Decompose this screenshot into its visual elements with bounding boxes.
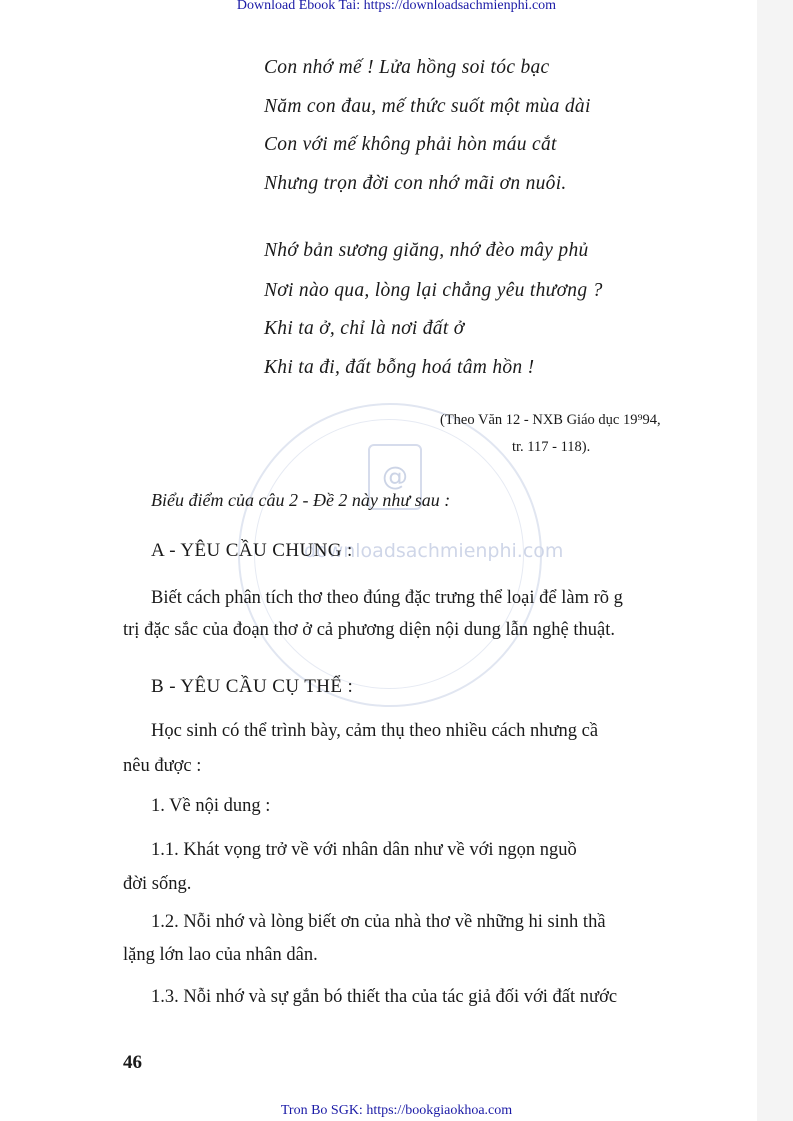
watermark-text: downloadsachmienphi.com (304, 540, 564, 562)
section-heading-b: B - YÊU CẦU CỤ THỂ : (151, 676, 354, 697)
paragraph-line: trị đặc sắc của đoạn thơ ở cả phương diện nội dung lẫn nghệ thuật. (123, 620, 615, 640)
download-link[interactable]: Download Ebook Tai: https://downloadsachmienphi.com (236, 0, 557, 13)
sgk-link[interactable]: Tron Bo SGK: https://bookgiaokhoa.com (280, 1103, 513, 1118)
poem-source: (Theo Văn 12 - NXB Giáo dục 19⁹94, (440, 412, 661, 428)
list-item: 1.2. Nỗi nhớ và lòng biết ơn của nhà thơ về những hi sinh thầ (151, 912, 606, 932)
poem-line: Năm con đau, mế thức suốt một mùa dài (264, 96, 591, 117)
paragraph-line: Học sinh có thể trình bày, cảm thụ theo nhiều cách nhưng cầ (151, 721, 599, 741)
paragraph-line: Biết cách phân tích thơ theo đúng đặc trưng thể loại để làm rõ g (151, 588, 623, 608)
poem-line: Nơi nào qua, lòng lại chẳng yêu thương ? (264, 280, 603, 301)
poem-line: Nhưng trọn đời con nhớ mãi ơn nuôi. (264, 173, 567, 194)
list-item-continuation: lặng lớn lao của nhân dân. (123, 945, 318, 965)
section-heading-a: A - YÊU CẦU CHUNG : (151, 540, 353, 561)
list-item: 1.1. Khát vọng trở về với nhân dân như về với ngọn nguồ (151, 840, 577, 860)
book-at-icon: @ (368, 444, 422, 510)
list-item: 1. Về nội dung : (151, 796, 271, 816)
poem-line: Con với mế không phải hòn máu cắt (264, 134, 557, 155)
poem-line: Nhớ bản sương giăng, nhớ đèo mây phủ (264, 240, 589, 261)
scan-gutter (757, 0, 793, 1121)
poem-line: Khi ta ở, chỉ là nơi đất ở (264, 318, 465, 339)
page-number: 46 (123, 1052, 142, 1073)
poem-line: Khi ta đi, đất bỗng hoá tâm hồn ! (264, 357, 535, 378)
list-item: 1.3. Nỗi nhớ và sự gắn bó thiết tha của tác giả đối với đất nước (151, 987, 618, 1007)
poem-source-pages: tr. 117 - 118). (512, 439, 591, 455)
poem-line: Con nhớ mế ! Lửa hồng soi tóc bạc (264, 57, 550, 78)
paragraph-line: nêu được : (123, 756, 202, 776)
list-item-continuation: đời sống. (123, 874, 192, 894)
section-subtitle: Biểu điểm của câu 2 - Đề 2 này như sau : (151, 490, 451, 510)
